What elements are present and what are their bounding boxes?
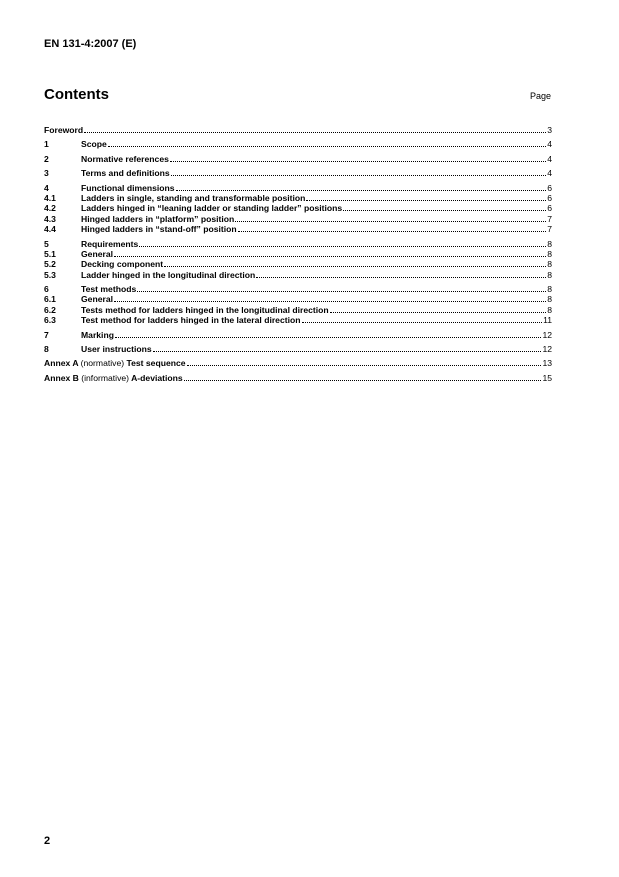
document-id: EN 131-4:2007 (E) [44,38,137,50]
dot-leader [238,231,547,232]
toc-entry-page: 7 [547,224,552,235]
annex-label: Annex A [44,358,79,369]
toc-entry-title: Hinged ladders in “stand-off” position [81,224,237,235]
toc-entry-5-1[interactable] [44,249,552,259]
toc-entry-title: Normative references [81,153,169,164]
dot-leader [153,351,542,352]
toc-entry-number: 4.3 [44,213,56,224]
toc-entry-number: 1 [44,139,49,150]
toc-entry-number: 6.1 [44,294,56,305]
toc-entry-title: User instructions [81,344,152,355]
toc-entry-title: Ladders in single, standing and transformable position [81,192,306,203]
toc-entry-page: 8 [547,269,552,280]
toc-entry-number: 2 [44,153,49,164]
annex-label: Annex B [44,372,79,383]
toc-entry-page: 12 [542,344,552,355]
toc-entry-number: 4.2 [44,203,56,214]
toc-entry-6-2[interactable] [44,305,552,315]
toc-entry-title [44,373,183,383]
toc-entry-number: 3 [44,168,49,179]
toc-entry-number: 5.2 [44,259,56,270]
toc-entry-page: 6 [547,203,552,214]
dot-leader [302,322,543,323]
toc-entry-6-3[interactable] [44,315,552,325]
dot-leader [108,146,546,147]
dot-leader [84,132,546,133]
toc-entry-page: 8 [547,248,552,259]
toc-entry-page: 4 [547,168,552,179]
toc-group-3 [44,168,552,178]
toc-entry-title: Test methods [81,284,137,295]
page-number: 2 [44,835,51,847]
toc-entry-title: Ladders hinged in “leaning ladder or standing ladder” positions [81,203,343,214]
toc-entry-title: Terms and definitions [81,168,170,179]
toc-entry-title: Test method for ladders hinged in the lateral direction [81,315,301,326]
dot-leader [137,291,546,292]
toc-entry-number: 7 [44,329,49,340]
contents-heading: Contents [44,86,109,103]
toc-entry-page: 8 [547,238,552,249]
toc-entry-4-3[interactable] [44,214,552,224]
toc-entry-page: 11 [543,315,552,326]
toc-group-annex-a [44,358,552,368]
toc-entry-number: 6.3 [44,315,56,326]
toc-entry-title: General [81,294,114,305]
toc-group-foreword [44,125,552,135]
toc-entry-title: Scope [81,139,107,150]
toc-entry-6[interactable] [44,284,552,294]
toc-entry-number: 5.1 [44,248,56,259]
toc-entry-title: Tests method for ladders hinged in the longitudinal direction [81,304,329,315]
toc-entry-4-2[interactable] [44,203,552,213]
annex-kind: (informative) [81,372,130,383]
toc-group-8 [44,344,552,354]
toc-entry-page: 3 [547,125,552,135]
toc-entry-number: 6.2 [44,304,56,315]
toc-entry-title: General [81,248,114,259]
toc-entry-4-1[interactable] [44,193,552,203]
toc-entry-title: Marking [81,329,114,340]
toc-entry-number: 5 [44,238,49,249]
toc-entry-4-4[interactable] [44,224,552,234]
toc-group-5 [44,239,552,281]
toc-entry-4[interactable] [44,183,552,193]
toc-entry-annex-b[interactable] [44,373,552,383]
toc-entry-page: 6 [547,182,552,193]
toc-entry-page: 12 [542,329,552,340]
toc-entry-5-2[interactable] [44,259,552,269]
toc-entry-number: 4.4 [44,224,56,235]
dot-leader [139,246,546,247]
toc-group-annex-b [44,373,552,383]
toc-entry-2[interactable] [44,154,552,164]
dot-leader [114,256,546,257]
toc-entry-number: 6 [44,284,49,295]
toc-entry-page: 8 [547,259,552,270]
dot-leader [164,266,546,267]
dot-leader [330,312,547,313]
dot-leader [171,175,547,176]
dot-leader [187,365,542,366]
dot-leader [115,337,541,338]
toc-group-7 [44,330,552,340]
toc-group-2 [44,154,552,164]
toc-entry-page: 8 [547,294,552,305]
toc-entry-5[interactable] [44,239,552,249]
toc-entry-page: 15 [542,372,552,383]
toc-entry-foreword[interactable] [44,125,552,135]
dot-leader [176,190,547,191]
toc-entry-8[interactable] [44,344,552,354]
dot-leader [306,200,546,201]
toc-entry-number: 4.1 [44,192,56,203]
toc-entry-page: 7 [547,213,552,224]
page-column-label: Page [529,91,551,101]
toc-group-6 [44,284,552,326]
toc-entry-page: 4 [547,139,552,150]
toc-group-1 [44,139,552,149]
annex-title: Test sequence [126,358,186,369]
toc-entry-annex-a[interactable] [44,358,552,368]
toc-entry-page: 8 [547,304,552,315]
dot-leader [184,380,542,381]
annex-kind: (normative) [80,358,125,369]
toc-entry-title: Requirements [81,238,139,249]
toc-entry-title: Decking component [81,259,164,270]
toc-entry-title: Foreword [44,125,84,135]
dot-leader [114,301,546,302]
toc-entry-page: 13 [542,358,552,369]
toc-entry-number: 5.3 [44,269,56,280]
dot-leader [170,161,546,162]
toc-entry-6-1[interactable] [44,294,552,304]
toc-entry-page: 4 [547,153,552,164]
toc-entry-3[interactable] [44,168,552,178]
table-of-contents [44,125,552,387]
toc-entry-title: Functional dimensions [81,182,175,193]
toc-entry-1[interactable] [44,139,552,149]
toc-entry-title: Hinged ladders in “platform” position [81,213,235,224]
dot-leader [256,277,546,278]
toc-entry-5-3[interactable] [44,270,552,280]
toc-entry-title [44,358,186,368]
toc-entry-number: 4 [44,182,49,193]
toc-entry-page: 8 [547,284,552,295]
dot-leader [343,210,546,211]
toc-entry-title: Ladder hinged in the longitudinal direction [81,269,256,280]
toc-entry-number: 8 [44,344,49,355]
toc-entry-7[interactable] [44,330,552,340]
dot-leader [235,221,546,222]
annex-title: A-deviations [131,372,183,383]
toc-entry-page: 6 [547,192,552,203]
toc-group-4 [44,183,552,235]
